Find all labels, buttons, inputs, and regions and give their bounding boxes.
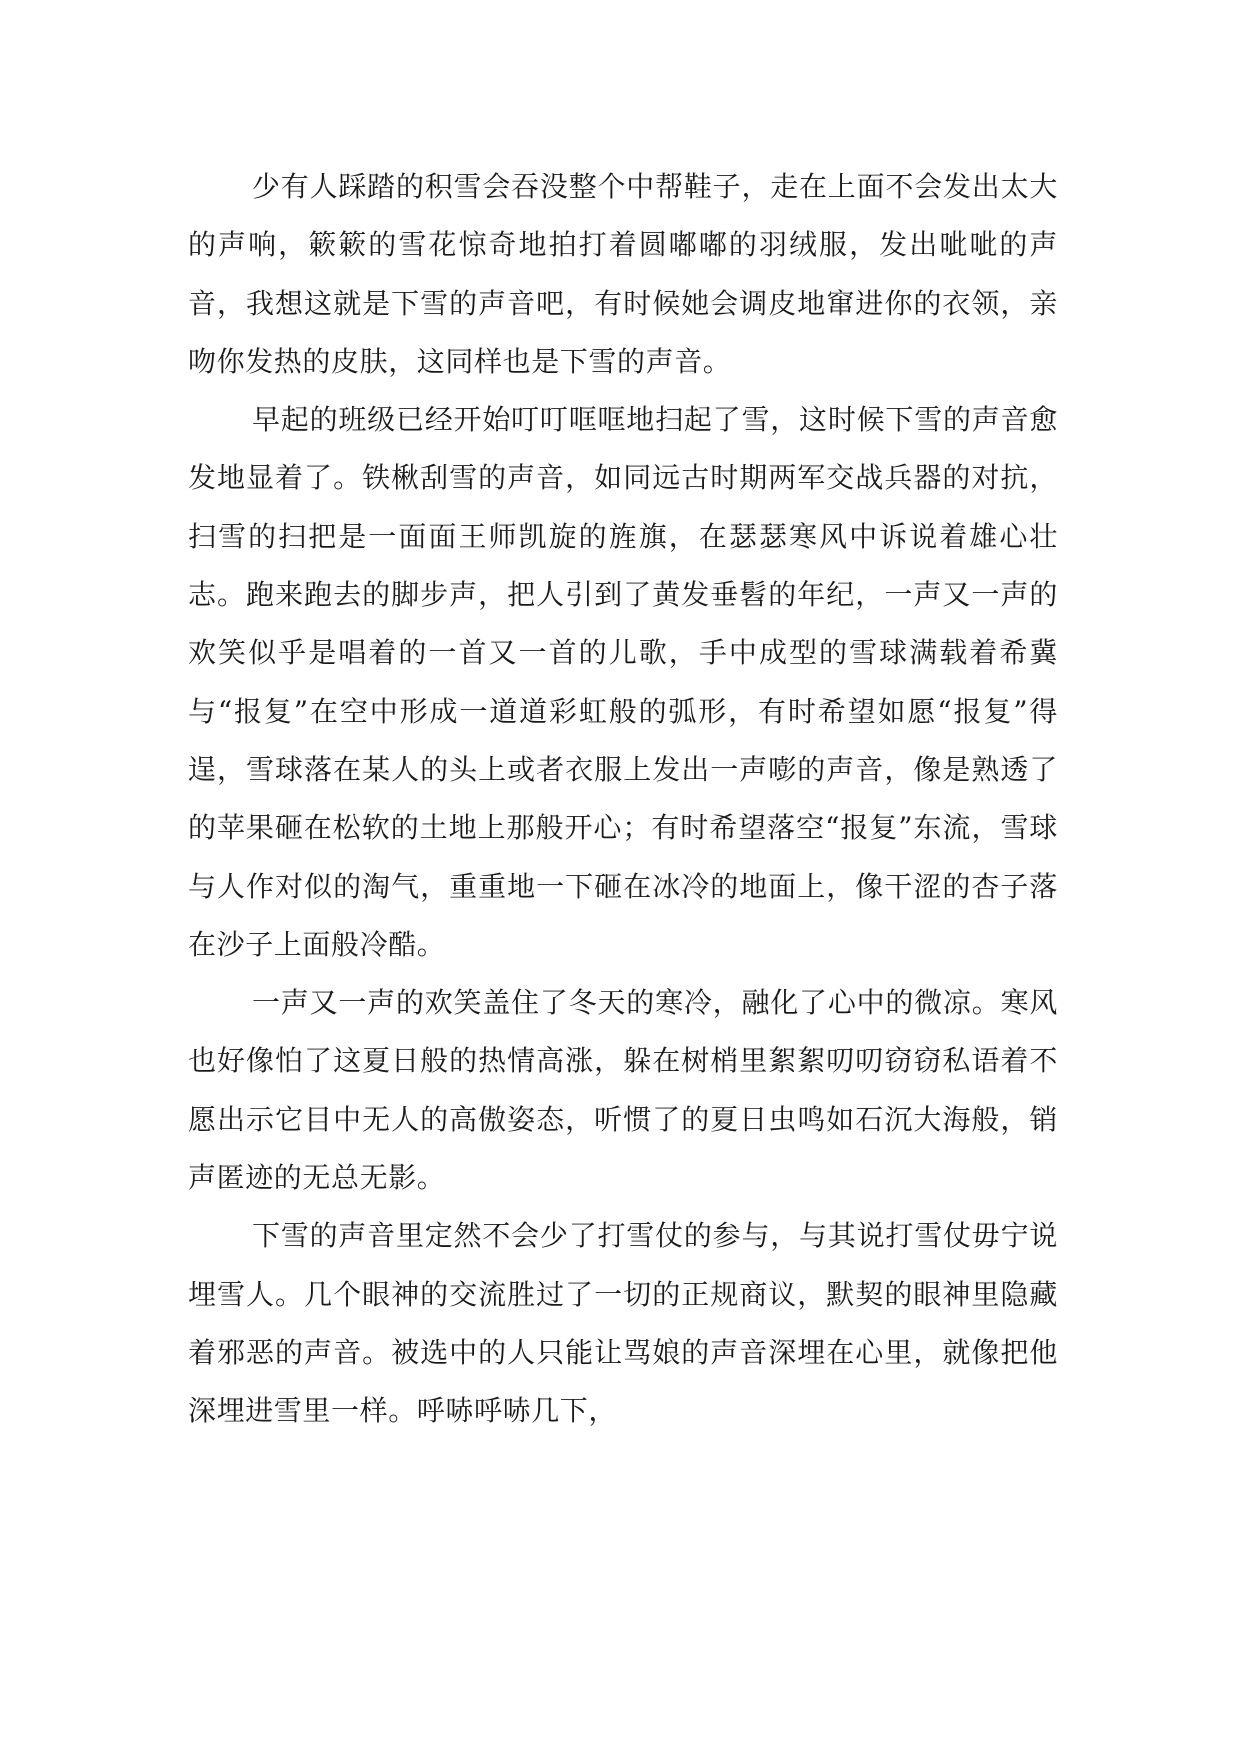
paragraph-2: 早起的班级已经开始叮叮哐哐地扫起了雪，这时候下雪的声音愈发地显着了。铁楸刮雪的声音，如同远古时期两军交战兵器的对抗，扫雪的扫把是一面面王师凯旋的旌旗，在瑟瑟寒风中诉说着雄心壮志。跑来跑去的脚步声，把人引到了黄发垂髫的年纪，一声又一声的欢笑似乎是唱着的一首又一首的儿歌，手中成型的雪球满载着希冀与“报复”在空中形成一道道彩虹般的弧形，有时希望如愿“报复”得逞，雪球落在某人的头上或者衣服上发出一声嘭的声音，像是熟透了的苹果砸在松软的土地上那般开心；有时希望落空“报复”东流，雪球与人作对似的淘气，重重地一下砸在冰冷的地面上，像干涩的杏子落在沙子上面般冷酷。	[188, 403, 1058, 961]
body-text	[188, 158, 1058, 1441]
paragraph-3: 一声又一声的欢笑盖住了冬天的寒冷，融化了心中的微凉。寒风也好像怕了这夏日般的热情高涨，躲在树梢里絮絮叨叨窃窃私语着不愿出示它目中无人的高傲姿态，听惯了的夏日虫鸣如石沉大海般，销声匿迹的无总无影。	[188, 986, 1058, 1195]
paragraph-1: 少有人踩踏的积雪会吞没整个中帮鞋子，走在上面不会发出太大的声响，簌簌的雪花惊奇地拍打着圆嘟嘟的羽绒服，发出呲呲的声音，我想这就是下雪的声音吧，有时候她会调皮地窜进你的衣领，亲吻你发热的皮肤，这同样也是下雪的声音。	[188, 170, 1058, 378]
paragraph-4: 下雪的声音里定然不会少了打雪仗的参与，与其说打雪仗毋宁说埋雪人。几个眼神的交流胜过了一切的正规商议，默契的眼神里隐藏着邪恶的声音。被选中的人只能让骂娘的声音深埋在心里，就像把他深埋进雪里一样。呼哧呼哧几下，	[188, 1219, 1058, 1428]
